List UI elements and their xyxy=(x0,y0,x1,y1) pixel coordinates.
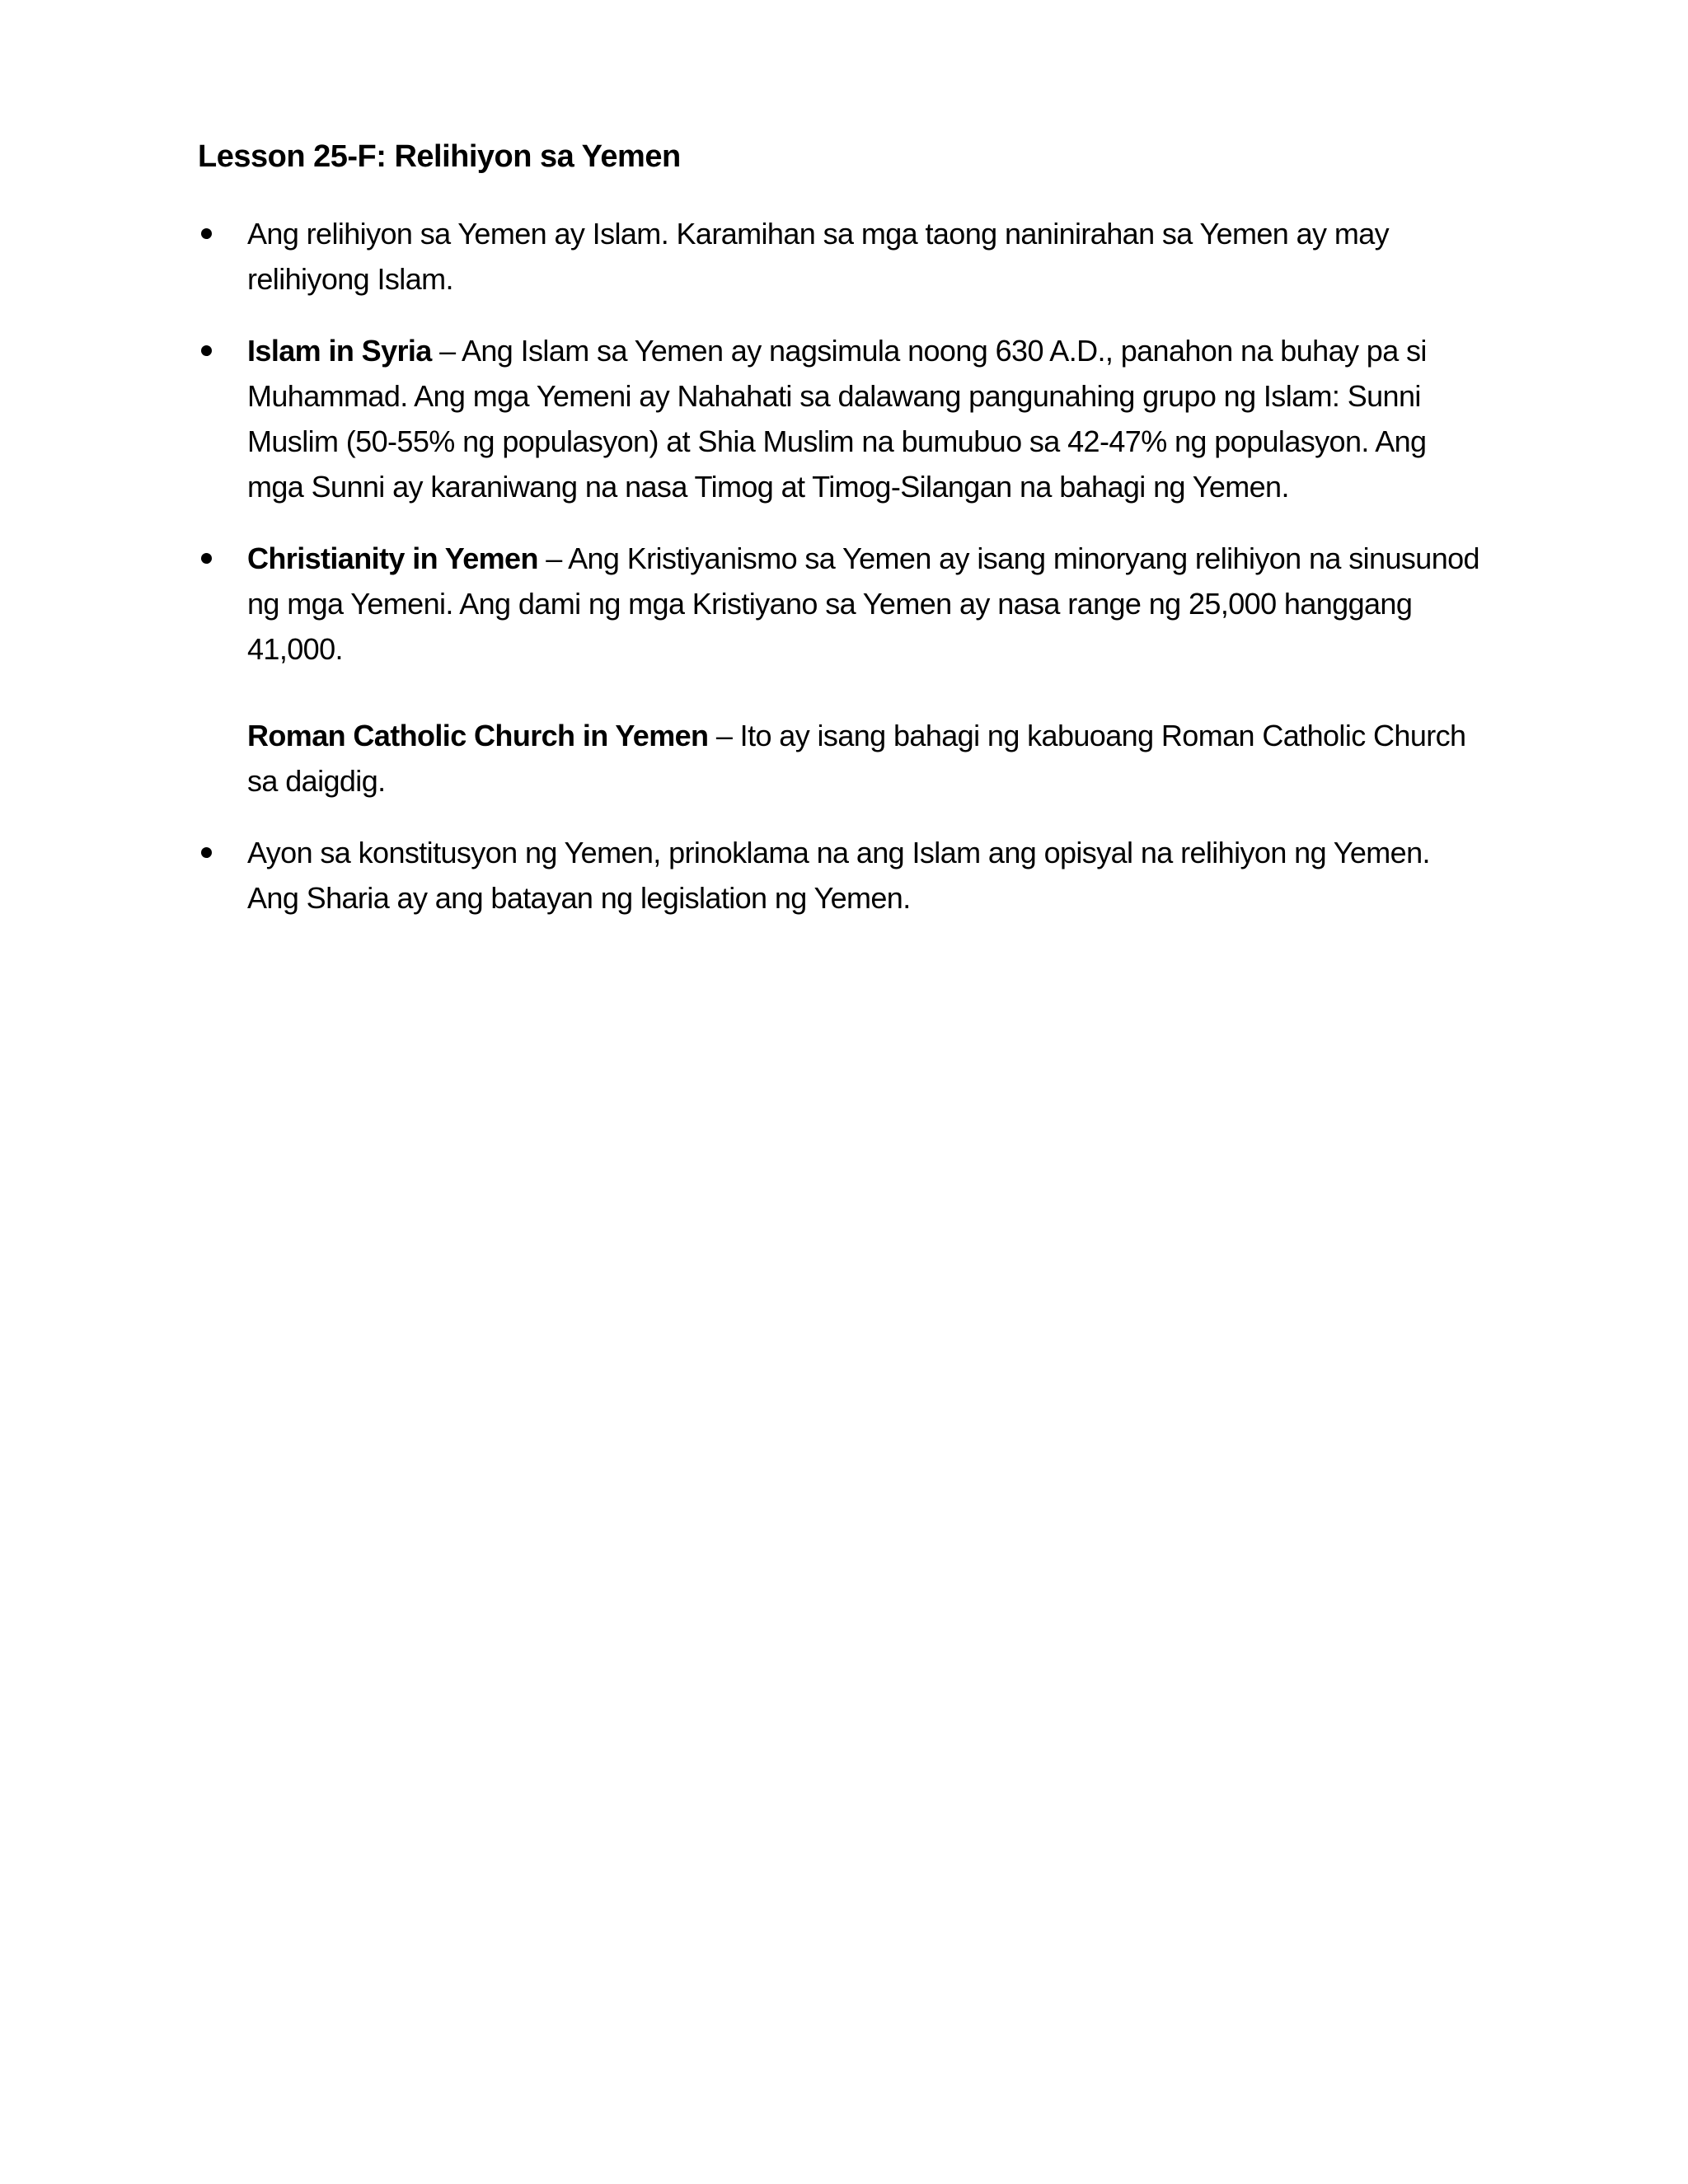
sub-text: – Ito ay isang bahagi ng kabuoang Roman Catholic Church sa daigdig. xyxy=(247,719,1466,798)
bullet-heading: Islam in Syria xyxy=(247,334,432,368)
lesson-title: Lesson 25-F: Relihiyon sa Yemen xyxy=(198,139,681,174)
bullet-dot-icon xyxy=(201,553,212,564)
bullet-text: – Ang Islam sa Yemen ay nagsimula noong 630 A.D., panahon na buhay pa si Muhammad. Ang mga Yemeni ay Nahahati sa dalawang pangunahing grupo ng Islam: Sunni Muslim (50-55% ng populasyon) at Shia Muslim na bumubuo sa 42-47% ng populasyon. Ang mga Sunni ay karaniwang na nasa Timog at Timog-Silangan na bahagi ng Yemen. xyxy=(247,334,1427,504)
bullet-text: Ayon sa konstitusyon ng Yemen, prinoklama na ang Islam ang opisyal na relihiyon ng Yemen. Ang Sharia ay ang batayan ng legislation ng Yemen. xyxy=(247,836,1430,915)
bullet-text: Ang relihiyon sa Yemen ay Islam. Karamihan sa mga taong naninirahan sa Yemen ay may relihiyong Islam. xyxy=(247,217,1390,296)
bullet-text: – Ang Kristiyanismo sa Yemen ay isang minoryang relihiyon na sinusunod ng mga Yemeni. Ang dami ng mga Kristiyano sa Yemen ay nasa range ng 25,000 hanggang 41,000. xyxy=(247,541,1479,666)
bullet-paragraph xyxy=(247,328,1484,509)
bullet-paragraph xyxy=(247,536,1484,672)
bullet-paragraph xyxy=(247,830,1484,921)
bullet-heading: Christianity in Yemen xyxy=(247,541,538,575)
bullet-item-constitution xyxy=(198,830,1484,921)
bullet-dot-icon xyxy=(201,345,212,356)
sub-paragraph xyxy=(247,713,1484,804)
bullet-paragraph xyxy=(247,211,1484,302)
bullet-item-christianity xyxy=(198,536,1484,804)
bullet-dot-icon xyxy=(201,228,212,239)
bullet-item-religion xyxy=(198,211,1484,302)
sub-heading: Roman Catholic Church in Yemen xyxy=(247,719,709,752)
bullet-dot-icon xyxy=(201,847,212,858)
bullet-item-islam xyxy=(198,328,1484,509)
bullet-list xyxy=(198,211,1484,947)
